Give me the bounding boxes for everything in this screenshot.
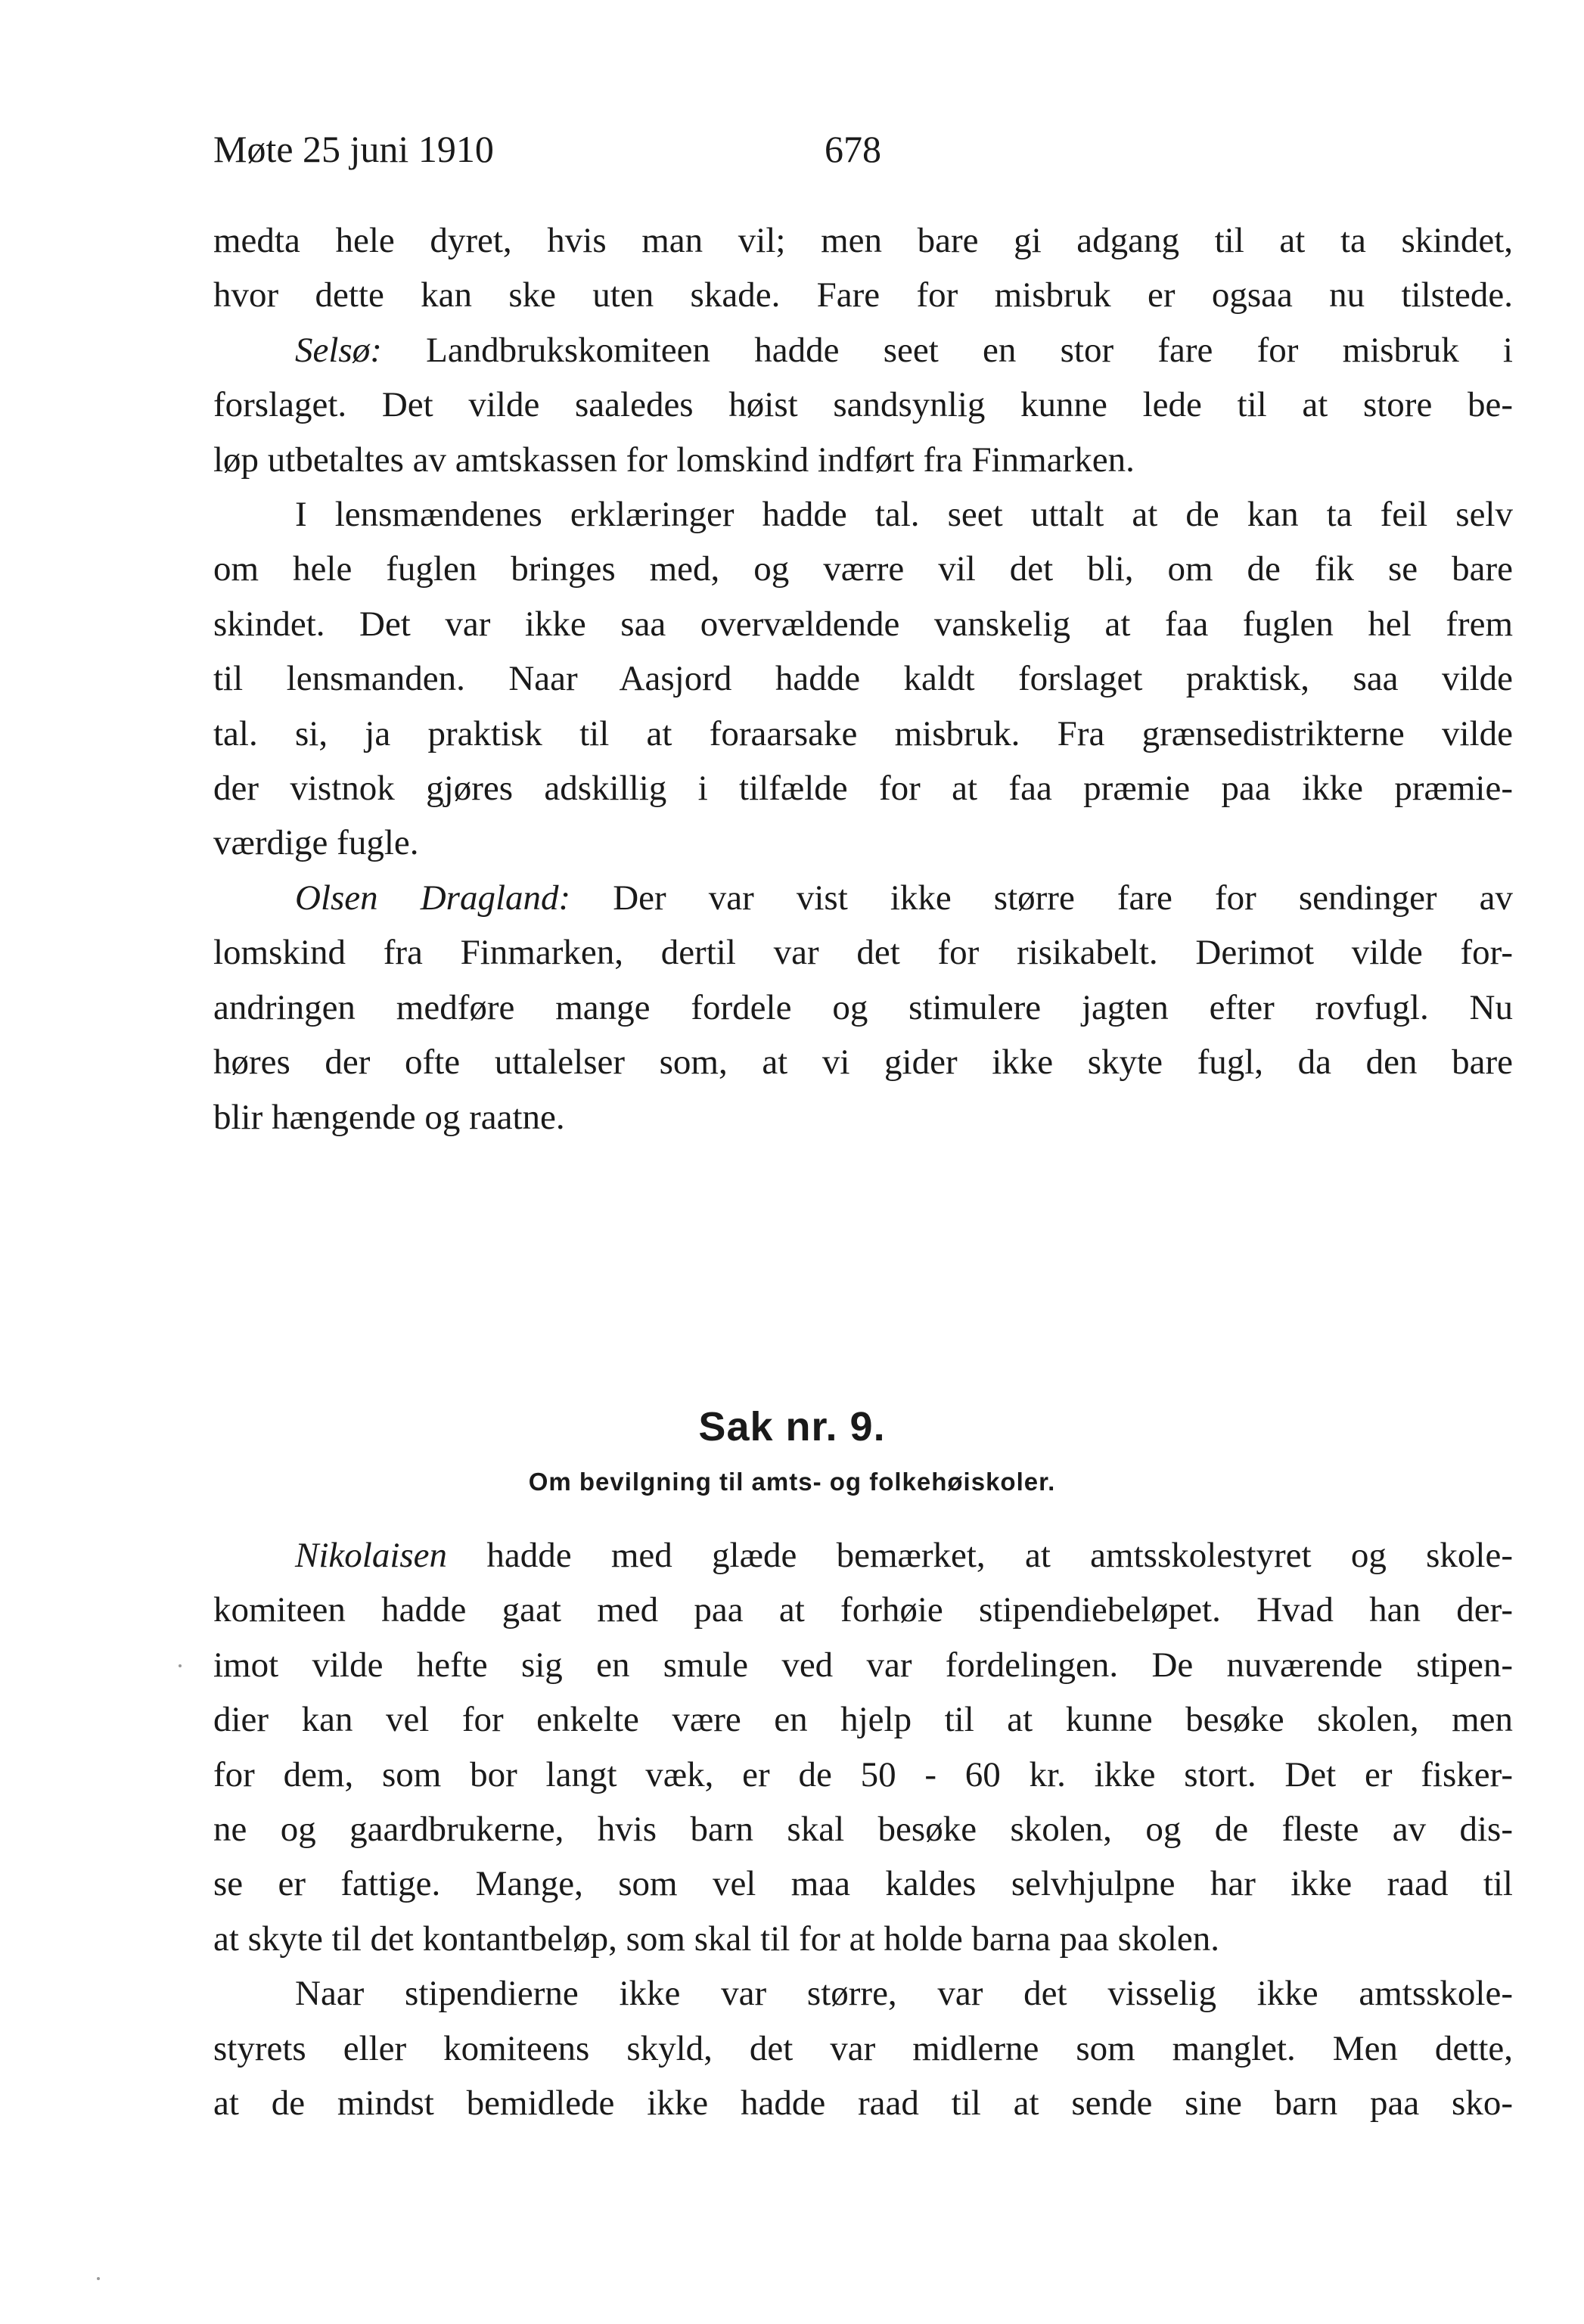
text-line [213, 1856, 1513, 1911]
line-text: tal. si, ja praktisk til at foraarsake misbruk. Fra grænsedistrikterne vilde [213, 713, 1513, 753]
line-text: Naar stipendierne ikke var større, var det visselig ikke amtsskole- [295, 1974, 1513, 2014]
line-text: komiteen hadde gaat med paa at forhøie stipendiebeløpet. Hvad han der- [213, 1590, 1513, 1630]
text-line [213, 1035, 1513, 1089]
line-text: Der var vist ikke større fare for sendinger av [570, 878, 1514, 918]
line-text: værdige fugle. [213, 823, 419, 863]
header-meeting-date: Møte 25 juni 1910 [213, 128, 494, 170]
text-line [213, 1583, 1513, 1637]
text-line [213, 761, 1513, 816]
text-line [213, 323, 1513, 377]
speaker-name: Nikolaisen [295, 1536, 448, 1575]
page-number: 678 [825, 128, 881, 170]
line-text: hvor dette kan ske uten skade. Fare for misbruk er ogsaa nu tilstede. [213, 275, 1513, 315]
page-header [213, 127, 1499, 180]
text-line [213, 433, 1513, 487]
line-text: I lensmændenes erklæringer hadde tal. seet uttalt at de kan ta feil selv [295, 495, 1513, 535]
text-line [213, 1692, 1513, 1747]
line-text: se er fattige. Mange, som vel maa kaldes selvhjulpne har ikke raad til [213, 1864, 1513, 1904]
line-text: dier kan vel for enkelte være en hjelp til at kunne besøke skolen, men [213, 1700, 1513, 1740]
line-text: til lensmanden. Naar Aasjord hadde kaldt forslaget praktisk, saa vilde [213, 659, 1513, 699]
scan-speck [179, 1664, 182, 1667]
line-text: ne og gaardbrukerne, hvis barn skal besøke skolen, og de fleste av dis- [213, 1810, 1513, 1850]
line-text: at skyte til det kontantbeløp, som skal til for at holde barna paa skolen. [213, 1919, 1220, 1959]
line-text: for dem, som bor langt væk, er de 50 - 60 kr. ikke stort. Det er fisker- [213, 1754, 1513, 1794]
line-text: at de mindst bemidlede ikke hadde raad til at sende sine barn paa sko- [213, 2083, 1513, 2124]
text-line [213, 1638, 1513, 1692]
speaker-name: Olsen Dragland: [295, 878, 571, 918]
line-text: Landbrukskomiteen hadde seet en stor fare for misbruk i [381, 330, 1513, 370]
text-line [213, 213, 1513, 268]
debate-text-block-2 [213, 1528, 1513, 2130]
line-text: hadde med glæde bemærket, at amtsskolestyret og skole- [447, 1536, 1513, 1575]
scan-speck [97, 2277, 100, 2280]
text-line [213, 925, 1513, 980]
section-title: Sak nr. 9. [698, 1404, 886, 1449]
line-text: om hele fuglen bringes med, og værre vil det bli, om de fik se bare [213, 549, 1513, 589]
line-text: medta hele dyret, hvis man vil; men bare gi adgang til at ta skindet, [213, 221, 1513, 260]
line-text: styrets eller komiteens skyld, det var midlerne som manglet. Men dette, [213, 2028, 1513, 2068]
text-line [213, 871, 1513, 925]
text-line [213, 2021, 1513, 2076]
text-line [213, 816, 1513, 870]
text-line [213, 487, 1513, 542]
line-text: imot vilde hefte sig en smule ved var fordelingen. De nuværende stipen- [213, 1645, 1513, 1685]
text-line [213, 597, 1513, 651]
line-text: andringen medføre mange fordele og stimulere jagten efter rovfugl. Nu [213, 987, 1513, 1027]
line-text: blir hængende og raatne. [213, 1097, 565, 1137]
text-line [213, 542, 1513, 596]
line-text: skindet. Det var ikke saa overvældende vanskelig at faa fuglen hel frem [213, 604, 1513, 644]
section-subtitle: Om bevilgning til amts- og folkehøiskoler. [528, 1468, 1056, 1496]
text-line [213, 1090, 1513, 1145]
text-line [213, 1912, 1513, 1966]
text-line [213, 2076, 1513, 2130]
line-text: der vistnok gjøres adskillig i tilfælde for at faa præmie paa ikke præmie- [213, 769, 1513, 809]
debate-text-block-1 [213, 213, 1513, 1145]
text-line [213, 1748, 1513, 1802]
text-line [213, 1966, 1513, 2021]
text-line [213, 377, 1513, 432]
line-text: løp utbetaltes av amtskassen for lomskind indført fra Finmarken. [213, 440, 1135, 480]
line-text: lomskind fra Finmarken, dertil var det for risikabelt. Derimot vilde for- [213, 933, 1513, 973]
line-text: høres der ofte uttalelser som, at vi gider ikke skyte fugl, da den bare [213, 1042, 1513, 1083]
speaker-name: Selsø: [295, 330, 382, 370]
text-line [213, 651, 1513, 706]
text-line [213, 1528, 1513, 1583]
text-line [213, 1802, 1513, 1856]
text-line [213, 707, 1513, 761]
text-line [213, 268, 1513, 322]
line-text: forslaget. Det vilde saaledes høist sandsynlig kunne lede til at store be- [213, 385, 1513, 425]
text-line [213, 980, 1513, 1035]
